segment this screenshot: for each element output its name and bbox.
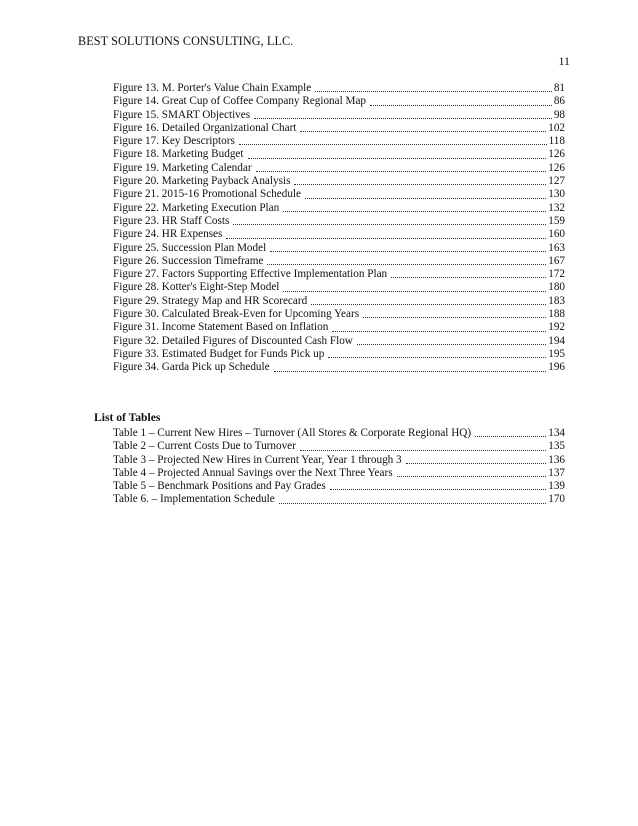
figure-entry-label: Figure 34. Garda Pick up Schedule xyxy=(113,361,270,374)
figure-entry[interactable] xyxy=(113,242,565,255)
table-entry-label: Table 4 – Projected Annual Savings over the Next Three Years xyxy=(113,466,393,479)
dot-leader xyxy=(330,488,547,490)
dot-leader xyxy=(256,170,547,172)
table-entry-label: Table 6. – Implementation Schedule xyxy=(113,493,275,506)
dot-leader xyxy=(397,475,547,477)
table-entry-label: Table 3 – Projected New Hires in Current Year, Year 1 through 3 xyxy=(113,453,402,466)
list-of-tables-heading: List of Tables xyxy=(94,411,161,424)
dot-leader xyxy=(300,449,546,451)
table-entry-page-number: 136 xyxy=(548,453,565,466)
figure-entry-label: Figure 30. Calculated Break-Even for Upcoming Years xyxy=(113,308,360,321)
figure-entry[interactable] xyxy=(113,188,565,201)
figure-entry[interactable] xyxy=(113,228,565,241)
dot-leader xyxy=(279,502,547,504)
figure-entry-page-number: 180 xyxy=(548,281,565,294)
dot-leader xyxy=(283,290,546,292)
figure-entry-label: Figure 21. 2015-16 Promotional Schedule xyxy=(113,188,301,201)
page-number: 11 xyxy=(558,54,570,68)
figure-entry-label: Figure 33. Estimated Budget for Funds Pick up xyxy=(113,347,325,360)
figure-entry-page-number: 167 xyxy=(548,254,565,267)
figure-entry[interactable] xyxy=(113,175,565,188)
figure-entry-label: Figure 22. Marketing Execution Plan xyxy=(113,201,280,214)
figure-entry[interactable] xyxy=(113,321,565,334)
figure-entry-label: Figure 32. Detailed Figures of Discounted Cash Flow xyxy=(113,334,353,347)
figure-entry-label: Figure 13. M. Porter's Value Chain Example xyxy=(113,82,312,94)
figure-entry-page-number: 98 xyxy=(553,108,565,121)
dot-leader xyxy=(332,330,546,332)
figure-entry-page-number: 127 xyxy=(548,175,565,188)
dot-leader xyxy=(315,90,552,92)
figure-entry[interactable] xyxy=(113,308,565,321)
figure-entry-page-number: 126 xyxy=(548,161,565,174)
table-entry[interactable] xyxy=(113,480,565,493)
figure-entry[interactable] xyxy=(113,348,565,361)
table-entry-page-number: 170 xyxy=(548,493,565,506)
dot-leader xyxy=(406,462,547,464)
table-entry[interactable] xyxy=(113,493,565,506)
figure-entry[interactable] xyxy=(113,109,565,122)
figure-entry-page-number: 86 xyxy=(553,95,565,108)
list-of-figures xyxy=(113,82,565,375)
table-entry[interactable] xyxy=(113,454,565,467)
list-of-tables xyxy=(113,427,565,507)
dot-leader xyxy=(294,183,546,185)
table-entry[interactable] xyxy=(113,467,565,480)
figure-entry-page-number: 196 xyxy=(548,361,565,374)
figure-entry-page-number: 192 xyxy=(548,321,565,334)
figure-entry[interactable] xyxy=(113,335,565,348)
table-entry[interactable] xyxy=(113,440,565,453)
figure-entry[interactable] xyxy=(113,95,565,108)
dot-leader xyxy=(233,223,546,225)
company-header: BEST SOLUTIONS CONSULTING, LLC. xyxy=(78,34,294,48)
figure-entry-label: Figure 31. Income Statement Based on Inflation xyxy=(113,321,329,334)
dot-leader xyxy=(270,250,546,252)
figure-entry-label: Figure 16. Detailed Organizational Chart xyxy=(113,121,297,134)
table-entry-page-number: 137 xyxy=(548,466,565,479)
table-entry-label: Table 5 – Benchmark Positions and Pay Grades xyxy=(113,480,326,493)
figure-entry-label: Figure 28. Kotter's Eight-Step Model xyxy=(113,281,280,294)
figure-entry-page-number: 130 xyxy=(548,188,565,201)
figure-entry-label: Figure 26. Succession Timeframe xyxy=(113,254,264,267)
figure-entry-page-number: 126 xyxy=(548,148,565,161)
dot-leader xyxy=(328,356,546,358)
figure-entry-label: Figure 27. Factors Supporting Effective Implementation Plan xyxy=(113,268,388,281)
table-entry[interactable] xyxy=(113,427,565,440)
figure-entry-label: Figure 15. SMART Objectives xyxy=(113,108,251,121)
dot-leader xyxy=(363,316,546,318)
figure-entry[interactable] xyxy=(113,148,565,161)
figure-entry-page-number: 81 xyxy=(553,82,565,94)
figure-entry-page-number: 159 xyxy=(548,214,565,227)
dot-leader xyxy=(300,130,546,132)
table-entry-label: Table 1 – Current New Hires – Turnover (All Stores & Corporate Regional HQ) xyxy=(113,427,472,439)
figure-entry-page-number: 132 xyxy=(548,201,565,214)
dot-leader xyxy=(254,117,552,119)
figure-entry[interactable] xyxy=(113,135,565,148)
dot-leader xyxy=(239,143,547,145)
figure-entry[interactable] xyxy=(113,82,565,95)
figure-entry[interactable] xyxy=(113,268,565,281)
figure-entry-page-number: 183 xyxy=(548,294,565,307)
dot-leader xyxy=(283,210,546,212)
figure-entry-page-number: 194 xyxy=(548,334,565,347)
dot-leader xyxy=(226,237,546,239)
dot-leader xyxy=(274,370,547,372)
dot-leader xyxy=(391,276,546,278)
figure-entry-page-number: 172 xyxy=(548,268,565,281)
dot-leader xyxy=(267,263,546,265)
figure-entry-label: Figure 18. Marketing Budget xyxy=(113,148,244,161)
figure-entry-label: Figure 14. Great Cup of Coffee Company Regional Map xyxy=(113,95,367,108)
table-entry-page-number: 134 xyxy=(548,427,565,439)
figure-entry[interactable] xyxy=(113,281,565,294)
table-entry-page-number: 139 xyxy=(548,480,565,493)
figure-entry-page-number: 163 xyxy=(548,241,565,254)
dot-leader xyxy=(475,435,546,437)
table-entry-page-number: 135 xyxy=(548,440,565,453)
figure-entry-label: Figure 19. Marketing Calendar xyxy=(113,161,252,174)
dot-leader xyxy=(248,157,547,159)
figure-entry-label: Figure 24. HR Expenses xyxy=(113,228,223,241)
figure-entry-label: Figure 29. Strategy Map and HR Scorecard xyxy=(113,294,308,307)
figure-entry[interactable] xyxy=(113,295,565,308)
dot-leader xyxy=(305,197,546,199)
figure-entry[interactable] xyxy=(113,361,565,374)
dot-leader xyxy=(357,343,546,345)
figure-entry[interactable] xyxy=(113,215,565,228)
figure-entry-label: Figure 20. Marketing Payback Analysis xyxy=(113,175,291,188)
table-entry-label: Table 2 – Current Costs Due to Turnover xyxy=(113,440,296,453)
figure-entry[interactable] xyxy=(113,202,565,215)
figure-entry-page-number: 118 xyxy=(548,135,565,148)
figure-entry[interactable] xyxy=(113,122,565,135)
figure-entry[interactable] xyxy=(113,162,565,175)
figure-entry-page-number: 160 xyxy=(548,228,565,241)
dot-leader xyxy=(370,104,552,106)
figure-entry-label: Figure 25. Succession Plan Model xyxy=(113,241,267,254)
figure-entry-page-number: 195 xyxy=(548,347,565,360)
figure-entry-label: Figure 23. HR Staff Costs xyxy=(113,214,230,227)
figure-entry-page-number: 188 xyxy=(548,308,565,321)
figure-entry[interactable] xyxy=(113,255,565,268)
figure-entry-page-number: 102 xyxy=(548,121,565,134)
figure-entry-label: Figure 17. Key Descriptors xyxy=(113,135,235,148)
dot-leader xyxy=(311,303,546,305)
